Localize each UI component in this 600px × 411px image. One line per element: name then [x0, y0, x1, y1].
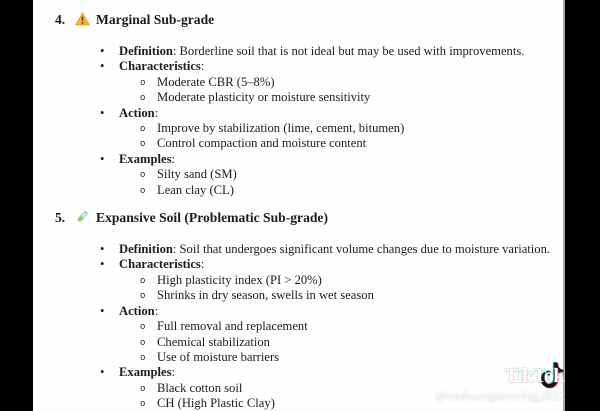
list-item	[55, 59, 563, 105]
item-label: Definition	[119, 44, 173, 58]
section-expansive-soil	[55, 209, 563, 411]
list-item	[55, 242, 563, 257]
list-item	[55, 44, 563, 59]
sub-list-item: o High plasticity index (PI > 20%)	[55, 273, 563, 288]
item-label: Examples	[119, 151, 172, 166]
sub-list-item: o Chemical stabilization	[55, 335, 563, 350]
item-label: Characteristics	[119, 59, 201, 74]
item-label: Characteristics	[119, 257, 201, 272]
document-page	[33, 0, 565, 411]
right-letterbox	[567, 0, 600, 411]
sub-list	[55, 75, 563, 106]
item-text: :	[154, 105, 159, 120]
sub-list-item: o Full removal and replacement	[55, 319, 563, 334]
item-text: : Soil that undergoes significant volume changes due to moisture variation.	[172, 242, 551, 257]
sub-list-item: o Use of moisture barriers	[55, 350, 563, 365]
item-text: :	[171, 365, 175, 380]
list-item	[55, 304, 563, 366]
bullet-list	[55, 44, 563, 198]
item-text: :	[154, 303, 159, 318]
item-label: Action	[119, 105, 155, 120]
sub-list-item: o Moderate plasticity or moisture sensitivity	[55, 90, 563, 105]
sub-list	[55, 273, 563, 304]
section-title: Expansive Soil (Problematic Sub-grade)	[96, 210, 328, 226]
item-label: Definition	[119, 242, 173, 257]
sub-list-item: o Lean clay (CL)	[55, 183, 563, 198]
sub-list	[55, 121, 563, 152]
sub-list-item: o Moderate CBR (5–8%)	[55, 75, 563, 90]
watermark-username: @ambaengineering2022	[435, 389, 564, 403]
sub-list-item: o Black cotton soil	[55, 381, 563, 396]
sub-list-item: o CH (High Plastic Clay)	[55, 396, 563, 411]
list-item	[55, 152, 563, 198]
section-number: 4.	[55, 12, 66, 27]
sub-list-item: o Improve by stabilization (lime, cement, bitumen)	[55, 121, 563, 136]
left-letterbox	[0, 0, 33, 411]
item-text: : Borderline soil that is not ideal but may be used with improvements.	[172, 44, 525, 58]
section-marginal-subgrade	[55, 11, 563, 198]
section-heading	[55, 209, 563, 226]
list-item	[55, 257, 563, 303]
item-text: :	[200, 257, 205, 272]
sub-list-item: o Shrinks in dry season, swells in wet season	[55, 288, 563, 303]
test-tube-icon	[75, 209, 90, 224]
item-label: Examples	[119, 365, 172, 380]
tiktok-wordmark: TikTok	[504, 365, 564, 387]
item-text: :	[171, 151, 175, 166]
item-label: Action	[119, 303, 155, 318]
sub-list-item: o Silty sand (SM)	[55, 167, 563, 182]
sub-list-item: o Control compaction and moisture content	[55, 136, 563, 151]
sub-list	[55, 319, 563, 365]
section-number: 5.	[55, 210, 66, 226]
bullet-list	[55, 242, 563, 411]
sub-list	[55, 167, 563, 198]
section-heading	[55, 11, 563, 28]
list-item	[55, 106, 563, 152]
section-title: Marginal Sub-grade	[96, 12, 215, 27]
warning-icon	[75, 12, 90, 26]
item-text: :	[200, 59, 205, 74]
